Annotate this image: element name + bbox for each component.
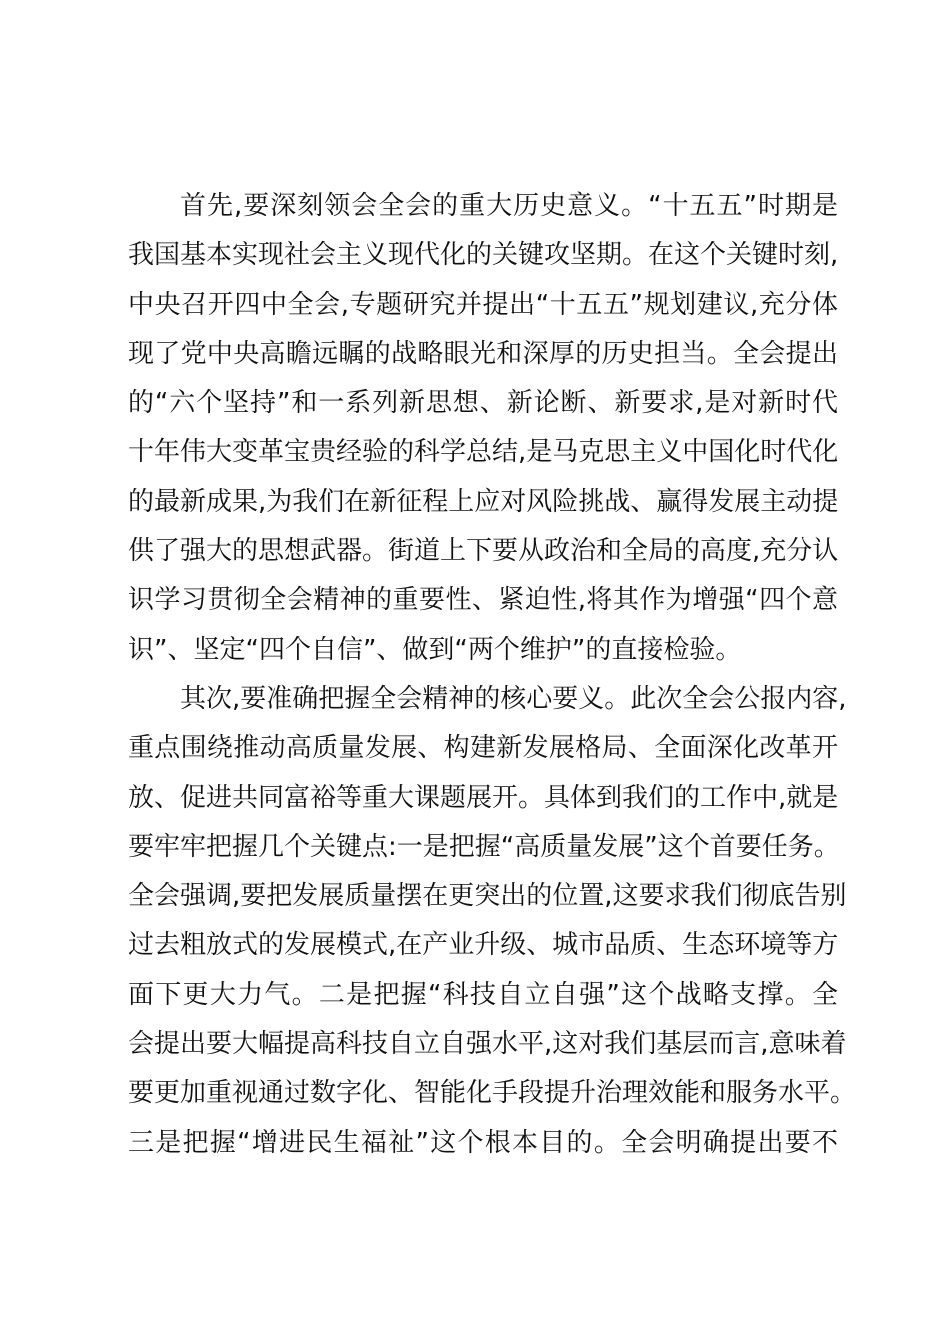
text-line: 重点围绕推动高质量发展、构建新发展格局、全面深化改革开 xyxy=(128,733,838,764)
text-line: 十年伟大变革宝贵经验的科学总结,是马克思主义中国化时代化 xyxy=(128,437,839,468)
text-line: 识”、坚定“四个自信”、做到“两个维护”的直接检验。 xyxy=(128,634,742,665)
text-line: 要牢牢把握几个关键点:一是把握“高质量发展”这个首要任务。 xyxy=(128,831,840,862)
text-line: 的“六个坚持”和一系列新思想、新论断、新要求,是对新时代 xyxy=(128,388,838,419)
document-body xyxy=(128,182,857,1168)
text-line: 三是把握“增进民生福祉”这个根本目的。全会明确提出要不 xyxy=(128,1127,838,1158)
text-line: 要更加重视通过数字化、智能化手段提升治理效能和服务水平。 xyxy=(128,1078,857,1109)
text-line: 现了党中央高瞻远瞩的战略眼光和深厚的历史担当。全会提出 xyxy=(128,338,838,369)
text-line: 面下更大力气。二是把握“科技自立自强”这个战略支撑。全 xyxy=(128,979,838,1010)
text-line: 放、促进共同富裕等重大课题展开。具体到我们的工作中,就是 xyxy=(128,782,839,813)
paragraph-1 xyxy=(128,182,838,675)
text-line: 全会强调,要把发展质量摆在更突出的位置,这要求我们彻底告别 xyxy=(128,881,847,912)
text-line: 其次,要准确把握全会精神的核心要义。此次全会公报内容, xyxy=(180,683,847,714)
text-line: 的最新成果,为我们在新征程上应对风险挑战、赢得发展主动提 xyxy=(128,486,839,517)
text-line: 过去粗放式的发展模式,在产业升级、城市品质、生态环境等方 xyxy=(128,930,839,961)
text-line: 我国基本实现社会主义现代化的关键攻坚期。在这个关键时刻, xyxy=(128,240,839,271)
paragraph-2 xyxy=(128,675,857,1168)
text-line: 会提出要大幅提高科技自立自强水平,这对我们基层而言,意味着 xyxy=(128,1029,847,1060)
text-line: 识学习贯彻全会精神的重要性、紧迫性,将其作为增强“四个意 xyxy=(128,585,838,616)
text-line: 供了强大的思想武器。街道上下要从政治和全局的高度,充分认 xyxy=(128,536,839,567)
text-line: 首先,要深刻领会全会的重大历史意义。“十五五”时期是 xyxy=(180,191,838,221)
text-line: 中央召开四中全会,专题研究并提出“十五五”规划建议,充分体 xyxy=(128,289,838,320)
